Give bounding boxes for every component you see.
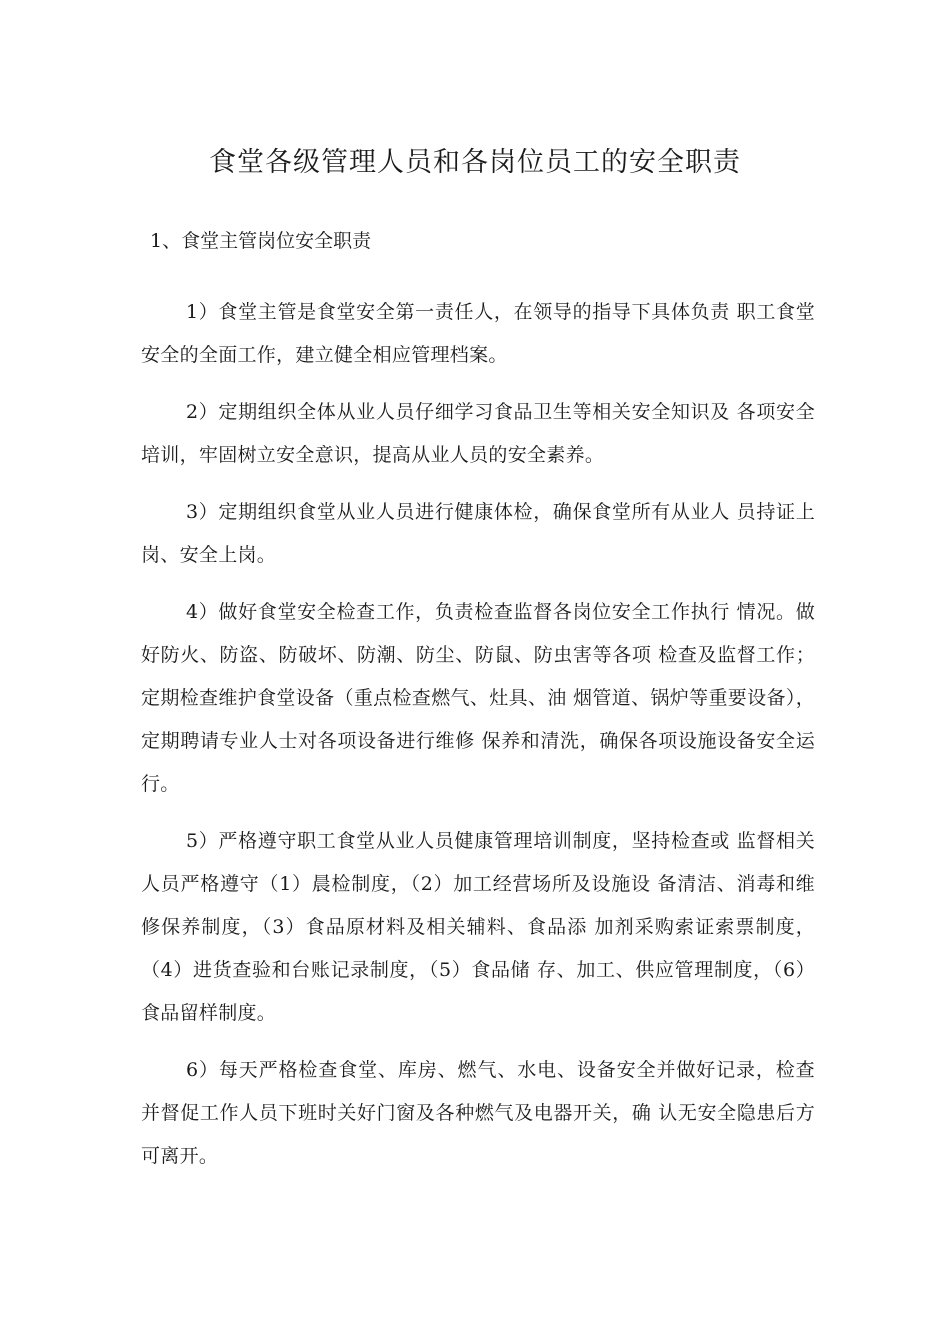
paragraph-4: 4）做好食堂安全检查工作，负责检查监督各岗位安全工作执行 情况。做好防火、防盗、防破坏、防潮、防尘、防鼠、防虫害等各项 检查及监督工作；定期检查维护食堂设备（重点检查燃气、灶具、油 烟管道、锅炉等重要设备），定期聘请专业人士对各项设备进行维修 保养和清洗，确保各项设施设备安全运行。 <box>141 601 815 795</box>
section-heading: 1、食堂主管岗位安全职责 <box>150 230 372 252</box>
section-body <box>141 291 815 1192</box>
paragraph-2: 2）定期组织全体从业人员仔细学习食品卫生等相关安全知识及 各项安全培训，牢固树立安全意识，提高从业人员的安全素养。 <box>141 401 815 466</box>
paragraph-3: 3）定期组织食堂从业人员进行健康体检，确保食堂所有从业人 员持证上岗、安全上岗。 <box>141 501 815 566</box>
paragraph-6: 6）每天严格检查食堂、库房、燃气、水电、设备安全并做好记录，检查并督促工作人员下班时关好门窗及各种燃气及电器开关，确 认无安全隐患后方可离开。 <box>141 1059 815 1167</box>
paragraph-1: 1）食堂主管是食堂安全第一责任人，在领导的指导下具体负责 职工食堂安全的全面工作，建立健全相应管理档案。 <box>141 301 815 366</box>
document-title: 食堂各级管理人员和各岗位员工的安全职责 <box>209 147 741 178</box>
paragraph-5: 5）严格遵守职工食堂从业人员健康管理培训制度，坚持检查或 监督相关人员严格遵守（1）晨检制度，（2）加工经营场所及设施设 备清洁、消毒和维修保养制度，（3）食品原材料及相关辅料、食品添 加剂采购索证索票制度，（4）进货查验和台账记录制度，（5）食品储 存、加工、供应管理制度，（6）食品留样制度。 <box>141 830 815 1024</box>
